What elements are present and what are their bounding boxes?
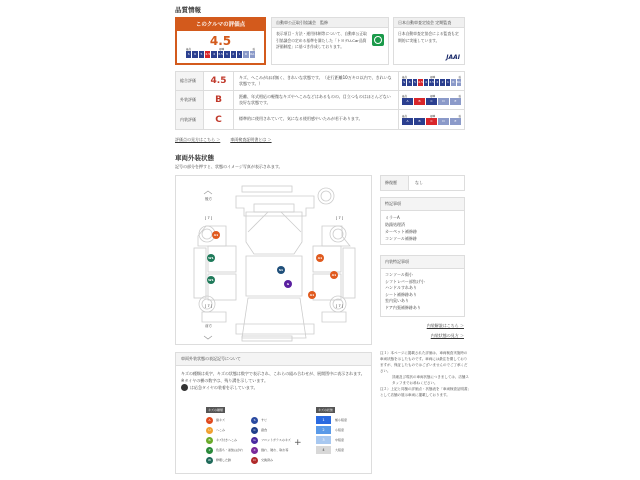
grade-table xyxy=(175,71,465,130)
tire-depth-fl: [ 7 ] xyxy=(205,304,213,308)
scale-cell: 2 xyxy=(441,80,444,84)
kind-badge-icon: S xyxy=(251,417,258,424)
damage-marker[interactable]: A1 xyxy=(309,293,315,297)
supervisor-text: 表示項目・方法・運用体制等について、自動車公正取引協議会の定める基準を満たした「トヨタU-Car品質評価制度」に基づき作成しております。 xyxy=(276,31,367,49)
legend-kind xyxy=(206,445,243,455)
legend-level xyxy=(316,435,347,445)
footnote-1: 注１）本ページに掲載された評価は、車両検査実施時の車両状態を示したものです。車両には最注を期しておりますが、保証したものではございませんのでご了承ください。 xyxy=(380,351,468,373)
note-item: カーペット補修跡 xyxy=(385,229,417,234)
scale-cell: 3 xyxy=(436,80,439,84)
footnotes xyxy=(380,350,470,398)
scale-cell: RA xyxy=(250,52,255,56)
scale-cell: 3 xyxy=(225,52,228,56)
kind-tag: キズの種類 xyxy=(208,408,223,412)
level-label: 中程度 xyxy=(335,438,345,442)
car-diagram xyxy=(175,175,372,345)
legend-level xyxy=(316,425,347,435)
supervisor-box xyxy=(271,17,389,65)
kind-label: 割れ、破れ、取れ等 xyxy=(261,448,289,452)
legend-text-3: は応急タイヤの装着を示しています。 xyxy=(190,385,258,390)
kind-label: 交換済み xyxy=(261,458,274,462)
legend-kind xyxy=(206,415,243,425)
legend-kind xyxy=(251,435,291,445)
scale-cell: 1 xyxy=(238,52,241,56)
scale-cell: C xyxy=(426,118,437,125)
level-badge: 2 xyxy=(316,426,331,434)
exterior-section-title: 車両外装状態 xyxy=(175,154,214,162)
note-item: コンソール傷小 xyxy=(385,272,413,277)
score-card-header: このクルマの評価点 xyxy=(177,19,264,31)
kind-badge-icon: G xyxy=(251,437,258,444)
kind-label: 修理した跡 xyxy=(216,458,232,462)
legend-kind xyxy=(251,455,291,465)
kind-badge-icon: B xyxy=(206,437,213,444)
level-label: 大程度 xyxy=(335,448,345,452)
legend-panel xyxy=(175,352,372,474)
note-item: ドア内張補修跡あり xyxy=(385,304,421,310)
legend-kind xyxy=(251,415,291,425)
score-scale xyxy=(186,51,255,58)
kind-label: 色落ち・塗装はがれ xyxy=(216,448,244,452)
level-label: 極小程度 xyxy=(335,418,348,422)
scale-cell: 6 xyxy=(194,52,196,56)
legend-level xyxy=(316,415,347,425)
tire-depth-rr: [ 7 ] xyxy=(336,216,344,220)
grade-row xyxy=(176,110,464,129)
scale-mid-label: 標準 xyxy=(219,48,225,51)
damage-marker[interactable]: A1 xyxy=(331,273,337,277)
grade-value: C xyxy=(204,110,234,129)
interior-state-link[interactable]: 内装状態の見方 ＞ xyxy=(430,333,464,338)
note-item: シフトレバー部焦げ小 xyxy=(385,278,425,284)
score-guide-link[interactable]: 評価点の見方はこちら ＞ xyxy=(175,137,221,142)
legend-kind xyxy=(251,445,291,455)
level-badge: 3 xyxy=(316,436,331,444)
level-label: 小程度 xyxy=(335,428,345,432)
legend-kind xyxy=(206,435,243,445)
kind-badge-icon: D xyxy=(251,457,258,464)
scale-cell: S xyxy=(403,80,406,84)
overall-score: 4.5 xyxy=(209,34,232,48)
grade-value: B xyxy=(204,91,234,109)
grade-desc: 距離、年式相応の軽微なキズやへこみなどはあるものの、目立つものはほとんどない良好な状態です。 xyxy=(239,93,391,105)
kind-badge-icon: U xyxy=(206,427,213,434)
inspection-cert-link[interactable]: 車両検査証明書とは ＞ xyxy=(230,137,272,142)
jaai-text: 日本自動車査定協会による監査も定期的に実施しています。 xyxy=(398,31,459,43)
note-item: 室内臭いあり xyxy=(385,298,409,303)
footnote-2: 注２）上記と同様の評価点・状態表を「車両検査証明書」として店舗の展示車両に掲載しております。 xyxy=(380,387,470,397)
grade-label: 内装評価 xyxy=(176,110,204,129)
fair-trade-logo-icon xyxy=(372,34,384,46)
quality-section-title: 品質情報 xyxy=(175,6,201,14)
footnote-1b: 詳細及び現状の車両状態につきましては、店舗スタッフまでお尋ねください。 xyxy=(392,375,469,385)
level-badge: 1 xyxy=(316,416,331,424)
note-item: 防錆処理済 xyxy=(385,222,405,227)
scale-cell: A xyxy=(402,98,413,105)
interior-guide-link[interactable]: 内装解説はこちら ＞ xyxy=(426,323,464,328)
kind-badge-icon: P xyxy=(206,447,213,454)
legend-level xyxy=(316,445,347,455)
damage-marker[interactable]: A1 xyxy=(213,233,219,237)
special-notes-list xyxy=(381,211,464,245)
scale-cell: 6 xyxy=(408,80,411,84)
special-notes-title: 特記事項 xyxy=(381,198,464,211)
repair-label: 修復歴 xyxy=(381,176,409,190)
scale-cell: C xyxy=(426,98,437,105)
scale-cell: B xyxy=(414,118,425,125)
repair-history xyxy=(380,175,465,191)
kind-label: へこみ xyxy=(216,428,226,432)
tire-depth-fr: [ 7 ] xyxy=(336,304,344,308)
scale-cell: B xyxy=(414,98,425,105)
jaai-title: 日本自動車査定協会 定期監査 xyxy=(394,18,464,28)
scale-cell: 4 xyxy=(213,52,216,56)
legend-text-2: ※タイヤの横の数字は、残り溝を示しています。 xyxy=(181,378,268,383)
scale-cell: 3.5 xyxy=(218,52,223,56)
legend-kind xyxy=(206,455,243,465)
exterior-subtitle: 記号の部分を押すと、状態のイメージ写真が表示されます。 xyxy=(175,164,283,169)
damage-marker[interactable]: G xyxy=(284,280,292,288)
grade-label: 外装評価 xyxy=(176,91,204,109)
score-card xyxy=(175,17,266,65)
kind-badge-icon: A xyxy=(206,417,213,424)
kind-label: 腐食 xyxy=(261,428,268,432)
grade-row xyxy=(176,91,464,110)
jaai-logo-icon: JAAI xyxy=(446,54,460,61)
legend-title: 車両外装状態の表記記号について xyxy=(176,353,371,366)
jaai-box xyxy=(393,17,465,65)
note-item: ミラーA xyxy=(385,215,400,220)
interior-notes-list xyxy=(381,269,464,314)
grade-label: 総合評価 xyxy=(176,72,204,90)
grade-scale: 最高 標準 低 A B C D E xyxy=(398,91,464,109)
legend-kind xyxy=(251,425,291,435)
kind-badge-icon: W xyxy=(206,457,213,464)
grade-scale: 最高 標準 低 S 6 5 4.5 4 3.5 3 2 1 R RA xyxy=(398,72,464,90)
front-label: 前方 xyxy=(205,324,212,328)
repair-value: なし xyxy=(415,180,423,185)
scale-cell: RA xyxy=(456,80,461,84)
legend-text-1: キズの種類は英字、キズの状態は数字で表示され、これらの組み合わせが、展開図中に表示されます。 xyxy=(181,371,365,376)
damage-marker[interactable]: S1 xyxy=(278,268,284,272)
scale-cell: 3.5 xyxy=(429,80,435,84)
interior-notes-title: 内装特記事項 xyxy=(381,256,464,269)
rear-label: 後方 xyxy=(205,197,212,201)
quality-links xyxy=(175,137,272,143)
damage-marker[interactable]: W1 xyxy=(208,278,214,282)
scale-cell: 4.5 xyxy=(205,52,211,56)
damage-marker[interactable]: W1 xyxy=(208,256,214,260)
interior-notes xyxy=(380,255,465,317)
kind-label: キズ付きへこみ xyxy=(216,438,237,442)
scale-cell: D xyxy=(438,118,449,125)
spare-tire-icon xyxy=(181,384,188,391)
scale-high-label: 最高 xyxy=(186,48,192,51)
scale-cell: 4.5 xyxy=(418,80,423,84)
tire-depth-rl: [ 7 ] xyxy=(205,216,213,220)
scale-cell: 2 xyxy=(232,52,235,56)
scale-cell: 5 xyxy=(200,52,203,56)
scale-cell: R xyxy=(452,80,455,84)
grade-row xyxy=(176,72,464,91)
special-notes xyxy=(380,197,465,245)
scale-cell: D xyxy=(438,98,449,105)
note-item: シート補修跡あり xyxy=(385,291,417,297)
grade-desc: キズ、へこみがほぼ無く、きれいな状態です。（走行距離10万キロ以内で、きれいな状態です。） xyxy=(239,74,392,86)
kind-label: フロントガラスのキズ xyxy=(261,438,291,442)
scale-cell: E xyxy=(450,118,461,125)
supervisor-title: 自動車公正取引協議会 監修 xyxy=(272,18,388,28)
scale-cell: A xyxy=(402,118,413,125)
kind-label: 線キズ xyxy=(216,418,225,422)
kind-label: サビ xyxy=(261,418,268,422)
scale-cell: S xyxy=(187,52,190,56)
damage-marker[interactable]: A1 xyxy=(317,256,323,260)
scale-low-label: 低 xyxy=(252,48,255,51)
kind-badge-icon: X xyxy=(251,447,258,454)
state-tag: キズの状態 xyxy=(318,408,333,412)
note-item: コンソール補修跡 xyxy=(385,236,417,241)
legend-kind xyxy=(206,425,243,435)
note-item: ハンドルすれあり xyxy=(385,285,417,290)
kind-badge-icon: C xyxy=(251,427,258,434)
scale-cell: R xyxy=(244,52,247,56)
plus-icon: + xyxy=(294,438,302,448)
scale-cell: E xyxy=(450,98,461,105)
grade-scale: 最高 標準 低 A B C D E xyxy=(398,110,464,129)
grade-desc: 標準的に使用されていて、気になる使用感やいたみが若干あります。 xyxy=(239,116,363,122)
level-badge: 4 xyxy=(316,446,331,454)
grade-value: 4.5 xyxy=(204,72,234,90)
scale-cell: 1 xyxy=(447,80,449,84)
scale-cell: 5 xyxy=(413,80,416,84)
scale-cell: 4 xyxy=(425,80,428,84)
